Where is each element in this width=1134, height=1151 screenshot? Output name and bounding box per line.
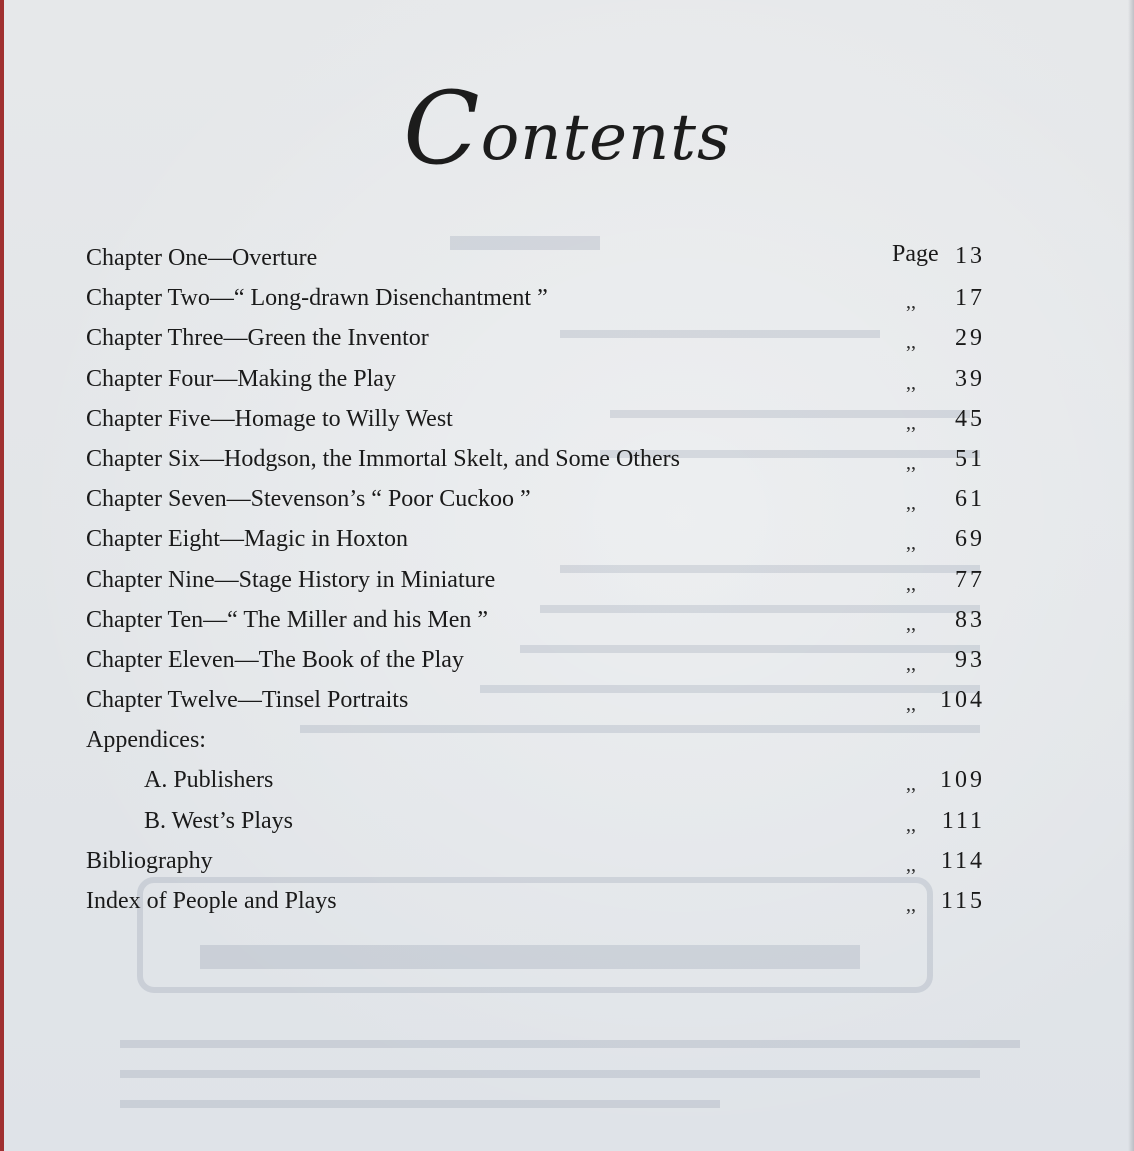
toc-entry-chapter-eleven [86,640,991,680]
toc-entry-label: Chapter Twelve—Tinsel Portraits [86,687,409,714]
toc-entry-label: Chapter Ten—“ The Miller and his Men ” [86,606,488,633]
toc-entry-appendices [86,720,991,760]
toc-entry-bibliography [86,841,991,881]
ditto-mark: ,, [906,853,916,876]
toc-entry-page: 93 [955,646,985,673]
toc-entry-appendix-a [86,760,991,800]
toc-entry-chapter-five [86,399,991,439]
ditto-mark: ,, [906,773,916,796]
toc-entry-chapter-two [86,278,991,318]
toc-entry-label: Chapter One—Overture [86,245,318,271]
ditto-mark: ,, [906,331,916,354]
toc-entry-chapter-nine [86,560,991,600]
ditto-mark: ,, [906,492,916,515]
title-initial: C [403,70,481,187]
ditto-mark: ,, [906,652,916,675]
toc-entry-label: Chapter Six—Hodgson, the Immortal Skelt, and Some Others [86,445,680,472]
ditto-mark: ,, [906,532,916,555]
ditto-mark: ,, [906,612,916,635]
toc-entry-page: 61 [955,486,985,513]
toc-entry-index [86,881,991,921]
toc-entry-label: A. Publishers [144,767,274,794]
page-column-label: Page [892,241,939,267]
ditto-mark: ,, [906,693,916,716]
toc-entry-page: 115 [940,888,985,914]
toc-entry-page: 51 [955,445,985,472]
toc-entry-label: Chapter Eight—Magic in Hoxton [86,526,408,553]
page-title [0,70,1134,187]
toc-entry-label: Chapter Four—Making the Play [86,365,396,392]
ditto-mark: ,, [906,291,916,314]
title-rest: ontents [480,101,731,175]
toc-entry-appendix-b [86,801,991,841]
ditto-mark: ,, [906,813,916,836]
toc-entry-chapter-eight [86,519,991,559]
toc-entry-page: 45 [955,405,985,432]
toc-entry-label: Chapter Eleven—The Book of the Play [86,646,464,673]
toc-entry-label: Chapter Two—“ Long-drawn Disenchantment ” [86,285,548,312]
toc-entry-chapter-four [86,359,991,399]
toc-entry-chapter-twelve [86,680,991,720]
toc-entry-label: Chapter Nine—Stage History in Miniature [86,566,496,593]
toc-entry-page: 69 [955,526,985,553]
toc-entry-label: Chapter Seven—Stevenson’s “ Poor Cuckoo ” [86,486,531,513]
toc-entry-label: Bibliography [86,847,213,874]
toc-entry-page: 13 [955,243,985,269]
toc-entry-page: 29 [955,325,985,352]
toc-entry-chapter-seven [86,479,991,519]
toc-entry-page: 39 [955,365,985,392]
toc-entry-chapter-one [86,238,991,278]
ditto-mark: ,, [906,411,916,434]
toc-entry-page: 17 [955,285,985,312]
toc-entry-page: 111 [941,807,985,834]
toc-entry-page: 114 [940,847,985,874]
toc-entry-page: 83 [955,606,985,633]
toc-entry-label: Chapter Three—Green the Inventor [86,325,429,352]
toc-entry-page: 77 [955,566,985,593]
toc-entry-page: 109 [940,767,985,794]
ditto-mark: ,, [906,894,916,916]
ditto-mark: ,, [906,572,916,595]
toc-entry-page: 104 [940,687,985,714]
toc-entry-chapter-three [86,318,991,358]
toc-entry-label: Index of People and Plays [86,888,337,914]
toc-entry-label: B. West’s Plays [144,807,293,834]
toc-entry-chapter-six [86,439,991,479]
contents-list [86,238,991,921]
toc-entry-label: Appendices: [86,727,206,754]
toc-entry-label: Chapter Five—Homage to Willy West [86,405,453,432]
ditto-mark: ,, [906,451,916,474]
ditto-mark: ,, [906,371,916,394]
toc-entry-chapter-ten [86,600,991,640]
